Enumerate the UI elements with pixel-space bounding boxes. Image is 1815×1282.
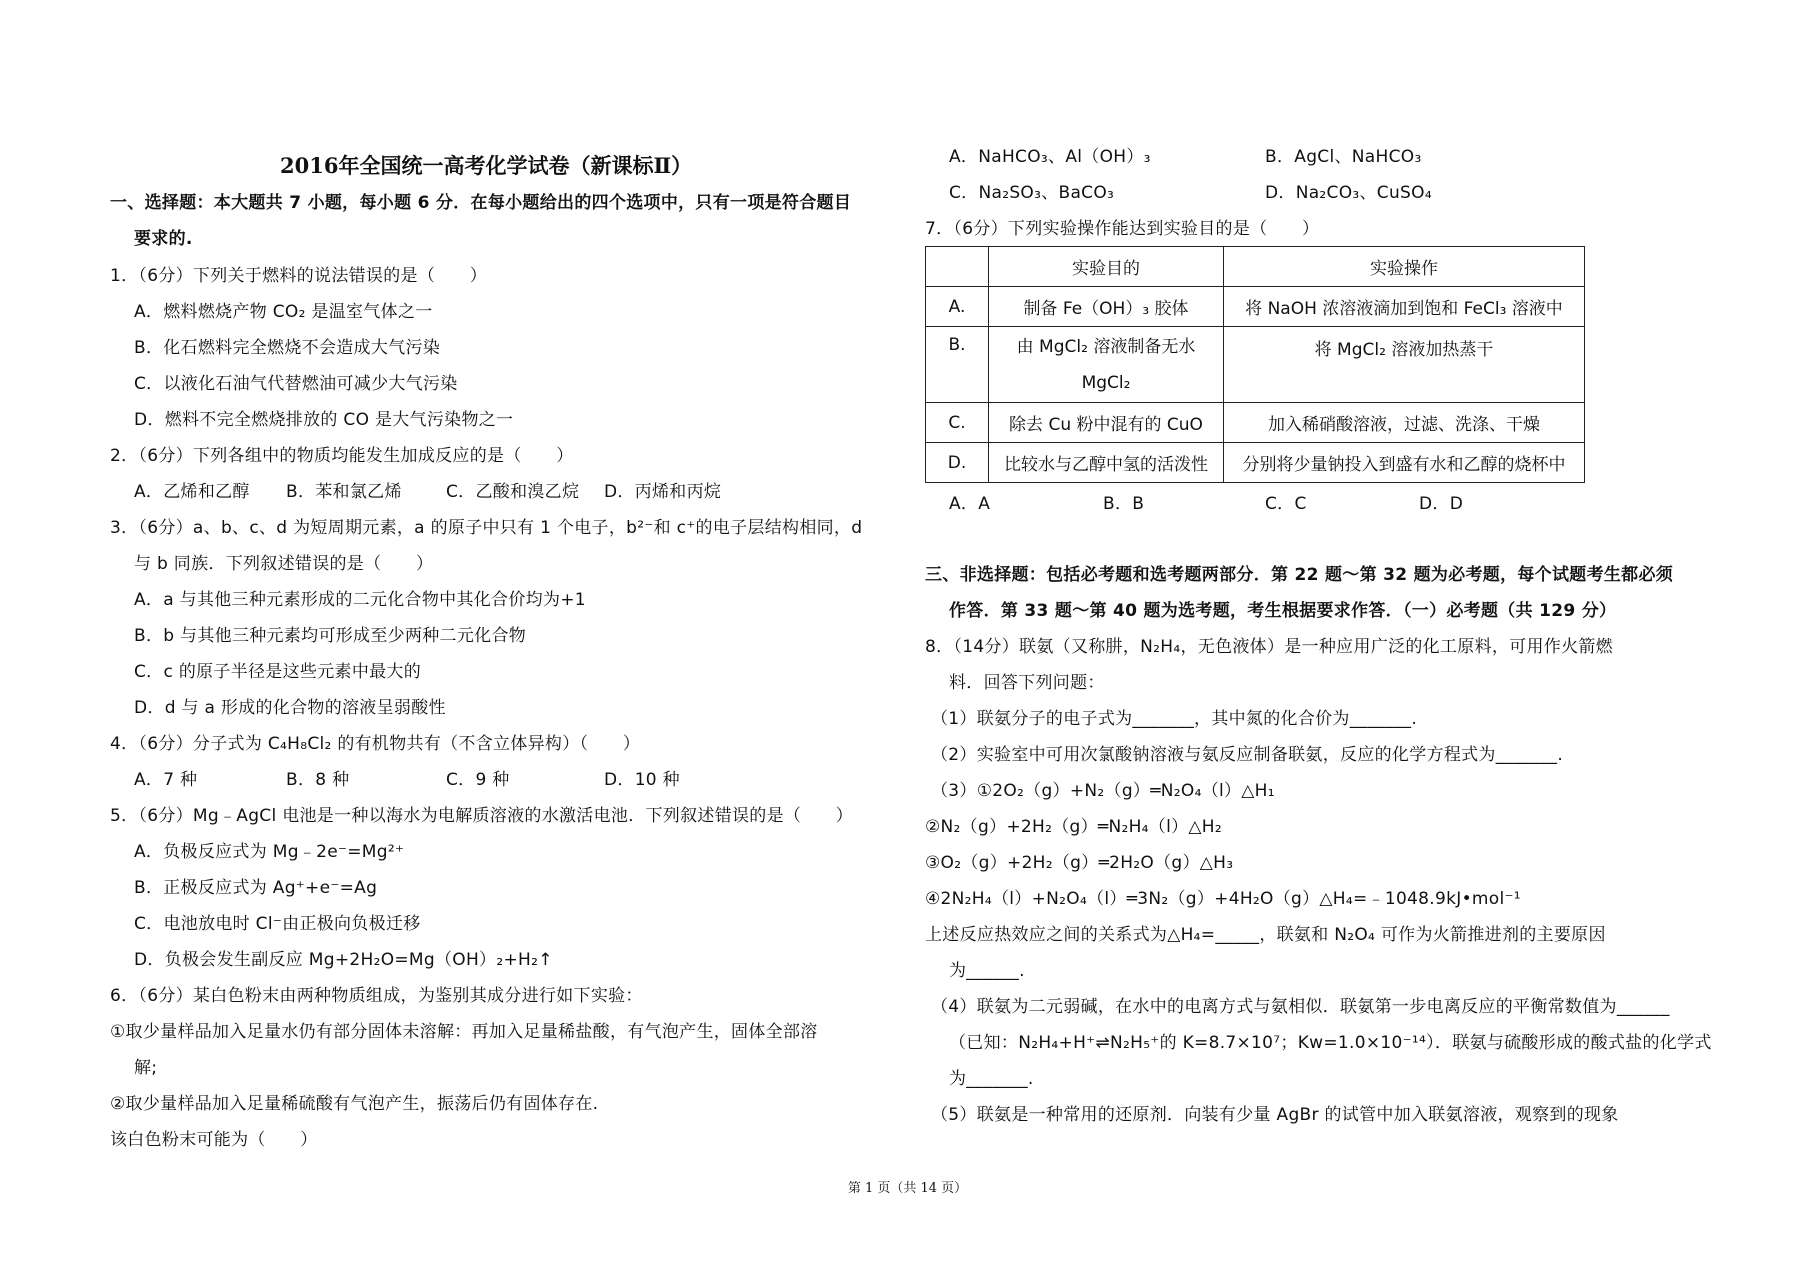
table-row: [926, 287, 1585, 327]
q1-option-a: A．燃料燃烧产物 CO₂ 是温室气体之一: [134, 302, 433, 322]
table-row: [926, 327, 1585, 403]
table-cell-purpose-line2: MgCl₂: [1081, 372, 1131, 393]
q5-option-d: D．负极会发生副反应 Mg+2H₂O=Mg（OH）₂+H₂↑: [134, 950, 553, 970]
table-header-purpose: 实验目的: [989, 247, 1224, 287]
q2-option-a: A．乙烯和乙醇: [134, 482, 250, 502]
q2-option-d: D．丙烯和丙烷: [604, 482, 722, 502]
table-cell-operation: 加入稀硝酸溶液，过滤、洗涤、干燥: [1224, 403, 1585, 443]
q8-reaction2: ②N₂（g）+2H₂（g）═N₂H₄（l）△H₂: [925, 817, 1222, 837]
table-row: [926, 403, 1585, 443]
q3-option-a: A．a 与其他三种元素形成的二元化合物中其化合价均为+1: [134, 590, 586, 610]
q8-stem-cont: 料．回答下列问题：: [949, 673, 1105, 693]
q8-part2: （2）实验室中可用次氯酸钠溶液与氨反应制备联氨，反应的化学方程式为_______.: [931, 745, 1564, 765]
table-cell-purpose: [989, 327, 1224, 403]
q4-option-b: B．8 种: [286, 770, 350, 790]
q1-option-d: D．燃料不完全燃烧排放的 CO 是大气污染物之一: [134, 410, 514, 430]
q6-option-c: C．Na₂SO₃、BaCO₃: [949, 183, 1115, 203]
q5-option-b: B．正极反应式为 Ag⁺+e⁻=Ag: [134, 878, 378, 898]
q1-option-b: B．化石燃料完全燃烧不会造成大气污染: [134, 338, 441, 358]
q8-reaction4: ④2N₂H₄（l）+N₂O₄（l）═3N₂（g）+4H₂O（g）△H₄=﹣1048.9kJ•mol⁻¹: [925, 889, 1521, 909]
section1-heading-cont: 要求的.: [134, 229, 193, 249]
q6-step1-cont: 解;: [134, 1058, 158, 1078]
q1-stem: 1．（6分）下列关于燃料的说法错误的是（ ）: [110, 266, 488, 286]
q6-step1: ①取少量样品加入足量水仍有部分固体未溶解：再加入足量稀盐酸，有气泡产生，固体全部溶: [110, 1022, 818, 1042]
q8-part3-reaction1: （3）①2O₂（g）+N₂（g）═N₂O₄（l）△H₁: [931, 781, 1275, 801]
table-header-blank: [926, 247, 989, 287]
q7-stem: 7．（6分）下列实验操作能达到实验目的是（ ）: [925, 219, 1320, 239]
q8-part4: （4）联氨为二元弱碱，在水中的电离方式与氨相似．联氨第一步电离反应的平衡常数值为______: [931, 997, 1670, 1017]
q4-stem: 4．（6分）分子式为 C₄H₈Cl₂ 的有机物共有（不含立体异构）（ ）: [110, 734, 641, 754]
q4-option-d: D．10 种: [604, 770, 680, 790]
q7-option-c: C．C: [1265, 494, 1307, 514]
q8-stem: 8．（14分）联氨（又称肼，N₂H₄，无色液体）是一种应用广泛的化工原料，可用作火箭燃: [925, 637, 1613, 657]
q5-option-c: C．电池放电时 Cl⁻由正极向负极迁移: [134, 914, 421, 934]
q3-option-b: B．b 与其他三种元素均可形成至少两种二元化合物: [134, 626, 527, 646]
q6-stem: 6．（6分）某白色粉末由两种物质组成，为鉴别其成分进行如下实验：: [110, 986, 643, 1006]
q2-option-b: B．苯和氯乙烯: [286, 482, 402, 502]
table-cell-opt: A.: [926, 287, 989, 327]
q2-stem: 2．（6分）下列各组中的物质均能发生加成反应的是（ ）: [110, 446, 574, 466]
table-cell-opt: D.: [926, 443, 989, 483]
q4-option-a: A．7 种: [134, 770, 198, 790]
page-title: 2016年全国统一高考化学试卷（新课标Ⅱ）: [280, 153, 693, 178]
table-cell-purpose-line1: 由 MgCl₂ 溶液制备无水: [1016, 336, 1196, 357]
q5-option-a: A．负极反应式为 Mg﹣2e⁻=Mg²⁺: [134, 842, 405, 862]
q8-part3-question: 上述反应热效应之间的关系式为△H₄=_____，联氨和 N₂O₄ 可作为火箭推进剂的主要原因: [925, 925, 1606, 945]
table-cell-opt: C.: [926, 403, 989, 443]
q6-option-d: D．Na₂CO₃、CuSO₄: [1265, 183, 1432, 203]
table-cell-purpose: 比较水与乙醇中氢的活泼性: [989, 443, 1224, 483]
table-cell-purpose: 除去 Cu 粉中混有的 CuO: [989, 403, 1224, 443]
section1-heading: 一、选择题：本大题共 7 小题，每小题 6 分．在每小题给出的四个选项中，只有一项是符合题目: [110, 193, 852, 213]
q8-reaction3: ③O₂（g）+2H₂（g）═2H₂O（g）△H₃: [925, 853, 1234, 873]
table-header-row: [926, 247, 1585, 287]
section3-heading-cont: 作答．第 33 题～第 40 题为选考题，考生根据要求作答．（一）必考题（共 129 分）: [949, 601, 1617, 621]
q8-part3-question-cont: 为______.: [949, 961, 1025, 981]
q8-part4-cont2: 为_______.: [949, 1069, 1034, 1089]
table-header-operation: 实验操作: [1224, 247, 1585, 287]
q3-option-c: C．c 的原子半径是这些元素中最大的: [134, 662, 422, 682]
table-row: [926, 443, 1585, 483]
table-cell-operation: 将 NaOH 浓溶液滴加到饱和 FeCl₃ 溶液中: [1224, 287, 1585, 327]
q4-option-c: C．9 种: [446, 770, 510, 790]
q8-part4-cont1: （已知：N₂H₄+H⁺⇌N₂H₅⁺的 K=8.7×10⁷；Kw=1.0×10⁻¹⁴）．联氨与硫酸形成的酸式盐的化学式: [949, 1033, 1712, 1053]
table-cell-operation: 分别将少量钠投入到盛有水和乙醇的烧杯中: [1224, 443, 1585, 483]
section3-heading: 三、非选择题：包括必考题和选考题两部分．第 22 题～第 32 题为必考题，每个试题考生都必须: [925, 565, 1674, 585]
q1-option-c: C．以液化石油气代替燃油可减少大气污染: [134, 374, 458, 394]
table-cell-opt: B.: [926, 327, 989, 403]
q6-step2: ②取少量样品加入足量稀硫酸有气泡产生，振荡后仍有固体存在.: [110, 1094, 599, 1114]
q6-option-b: B．AgCl、NaHCO₃: [1265, 147, 1422, 167]
q5-stem: 5．（6分）Mg﹣AgCl 电池是一种以海水为电解质溶液的水激活电池．下列叙述错误的是（ ）: [110, 806, 854, 826]
q3-stem-cont: 与 b 同族．下列叙述错误的是（ ）: [134, 554, 434, 574]
q2-option-c: C．乙酸和溴乙烷: [446, 482, 580, 502]
q7-table: [925, 246, 1585, 483]
table-cell-operation: 将 MgCl₂ 溶液加热蒸干: [1224, 327, 1585, 403]
q6-option-a: A．NaHCO₃、Al（OH）₃: [949, 147, 1151, 167]
q6-question: 该白色粉末可能为（ ）: [110, 1130, 318, 1150]
q7-option-b: B．B: [1103, 494, 1145, 514]
q8-part1: （1）联氨分子的电子式为_______，其中氮的化合价为_______.: [931, 709, 1418, 729]
q7-option-d: D．D: [1419, 494, 1464, 514]
q3-option-d: D．d 与 a 形成的化合物的溶液呈弱酸性: [134, 698, 446, 718]
table-cell-purpose: 制备 Fe（OH）₃ 胶体: [989, 287, 1224, 327]
q3-stem: 3．（6分）a、b、c、d 为短周期元素，a 的原子中只有 1 个电子，b²⁻和 c⁺的电子层结构相同，d: [110, 518, 863, 538]
page-footer: 第 1 页（共 14 页）: [847, 1181, 968, 1196]
q8-part5: （5）联氨是一种常用的还原剂．向装有少量 AgBr 的试管中加入联氨溶液，观察到的现象: [931, 1105, 1619, 1125]
q7-option-a: A．A: [949, 494, 991, 514]
